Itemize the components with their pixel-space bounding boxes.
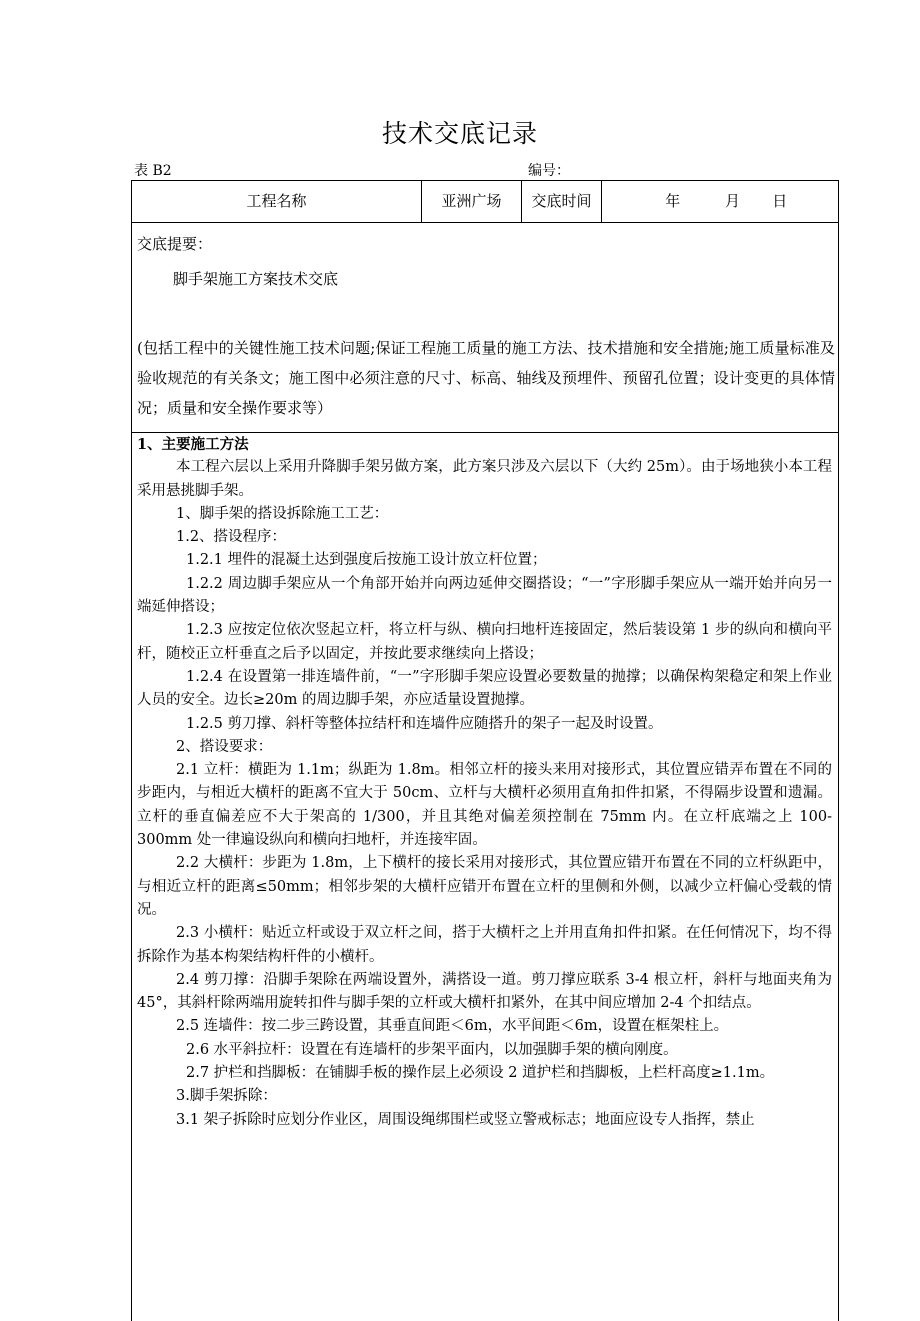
paragraph: 1.2.1 埋件的混凝土达到强度后按施工设计放立杆位置；	[186, 552, 547, 569]
paragraph: 1.2.3 应按定位依次竖起立杆，将立杆与纵、横向扫地杆连接固定，然后装设第 1 步的纵向和横向平杆，随校正立杆垂直之后予以固定，并按此要求继续向上搭设；	[137, 622, 832, 662]
number-label: 编号：	[528, 163, 570, 179]
paragraph: 本工程六层以上采用升降脚手架另做方案，此方案只涉及六层以下（大约 25m）。由于场地狭小本工程采用悬挑脚手架。	[137, 459, 832, 499]
date-value	[602, 181, 838, 222]
document-title: 技术交底记录	[381, 119, 538, 148]
form-number: 表 B2	[134, 163, 172, 179]
content-section	[132, 433, 838, 1132]
paragraph: 2.5 连墙件：按二步三跨设置，其垂直间距＜6m，水平间距＜6m，设置在框架柱上。	[176, 1018, 729, 1035]
paragraph: 3.脚手架拆除：	[176, 1088, 277, 1105]
paragraph: 2.3 小横杆：贴近立杆或设于双立杆之间，搭于大横杆之上并用直角扣件扣紧。在任何情况下，均不得拆除作为基本构架结构杆件的小横杆。	[137, 925, 832, 965]
paragraph: 2.6 水平斜拉杆：设置在有连墙杆的步架平面内，以加强脚手架的横向刚度。	[186, 1041, 678, 1058]
project-name-value: 亚洲广场	[422, 181, 522, 222]
record-table	[131, 180, 839, 1321]
paragraph: 2.7 护栏和挡脚板：在铺脚手板的操作层上必须设 2 道护栏和挡脚板，上栏杆高度≥1.1m。	[186, 1065, 775, 1082]
paragraph: 2.1 立杆：横距为 1.1m；纵距为 1.8m。相邻立杆的接头来用对接形式，其位置应错弄布置在不同的步距内，与相近大横杆的距离不宜大于 50cm、立杆与大横杆必须用直角扣件扣紧，不得隔步设置和遗漏。立杆的垂直偏差应不大于架高的 1/300，并且其绝对偏差须控制在 75mm 内。在立杆底端之上 100-300mm 处一律遍设纵向和横向扫地杆，并连接牢固。	[137, 762, 832, 849]
paragraph: 1.2.4 在设置第一排连墙件前，“一”字形脚手架应设置必要数量的抛撑；以确保构架稳定和架上作业人员的安全。边长≥20m 的周边脚手架，亦应适量设置抛撑。	[137, 668, 832, 709]
paragraph: 2.2 大横杆：步距为 1.8m，上下横杆的接长采用对接形式，其位置应错开布置在不同的立杆纵距中，与相近立杆的距离≤50mm；相邻步架的大横杆应错开布置在立杆的里侧和外侧，以减少立杆偏心受载的情况。	[137, 855, 832, 918]
paragraph: 1.2.5 剪刀撑、斜杆等整体拉结杆和连墙件应随搭升的架子一起及时设置。	[186, 715, 663, 732]
paragraph: 1.2、搭设程序：	[176, 529, 287, 546]
paragraph: 1.2.2 周边脚手架应从一个角部开始并向两边延伸交圈搭设；“一”字形脚手架应从一端开始并向另一端延伸搭设；	[137, 575, 832, 616]
paragraph: 2.4 剪刀撑：沿脚手架除在两端设置外，满搭设一道。剪刀撑应联系 3-4 根立杆，斜杆与地面夹角为 45°，其斜杆除两端用旋转扣件与脚手架的立杆或大横杆扣紧外，在其中间应增加 2-4 个扣结点。	[137, 971, 832, 1012]
paragraph: 1、脚手架的搭设拆除施工工艺：	[176, 505, 389, 522]
summary-section	[132, 223, 838, 433]
section-heading: 1、主要施工方法	[137, 436, 249, 453]
paragraph: 3.1 架子拆除时应划分作业区，周围设绳绑围栏或竖立警戒标志；地面应设专人指挥，禁止	[176, 1111, 755, 1128]
summary-note: (包括工程中的关键性施工技术问题;保证工程施工质量的施工方法、技术措施和安全措施;施工质量标准及验收规范的有关条文；施工图中必须注意的尺寸、标高、轴线及预埋件、预留孔位置；设计变更的具体情况；质量和安全操作要求等）	[137, 339, 835, 417]
summary-label: 交底提要：	[137, 235, 213, 253]
date-year: 年	[665, 192, 681, 210]
date-day: 日	[772, 192, 788, 210]
date-month: 月	[724, 192, 740, 210]
date-label: 交底时间	[522, 181, 602, 222]
summary-main: 脚手架施工方案技术交底	[173, 270, 339, 288]
info-row	[132, 181, 838, 223]
project-name-label: 工程名称	[132, 181, 422, 222]
paragraph: 2、搭设要求：	[176, 738, 273, 755]
